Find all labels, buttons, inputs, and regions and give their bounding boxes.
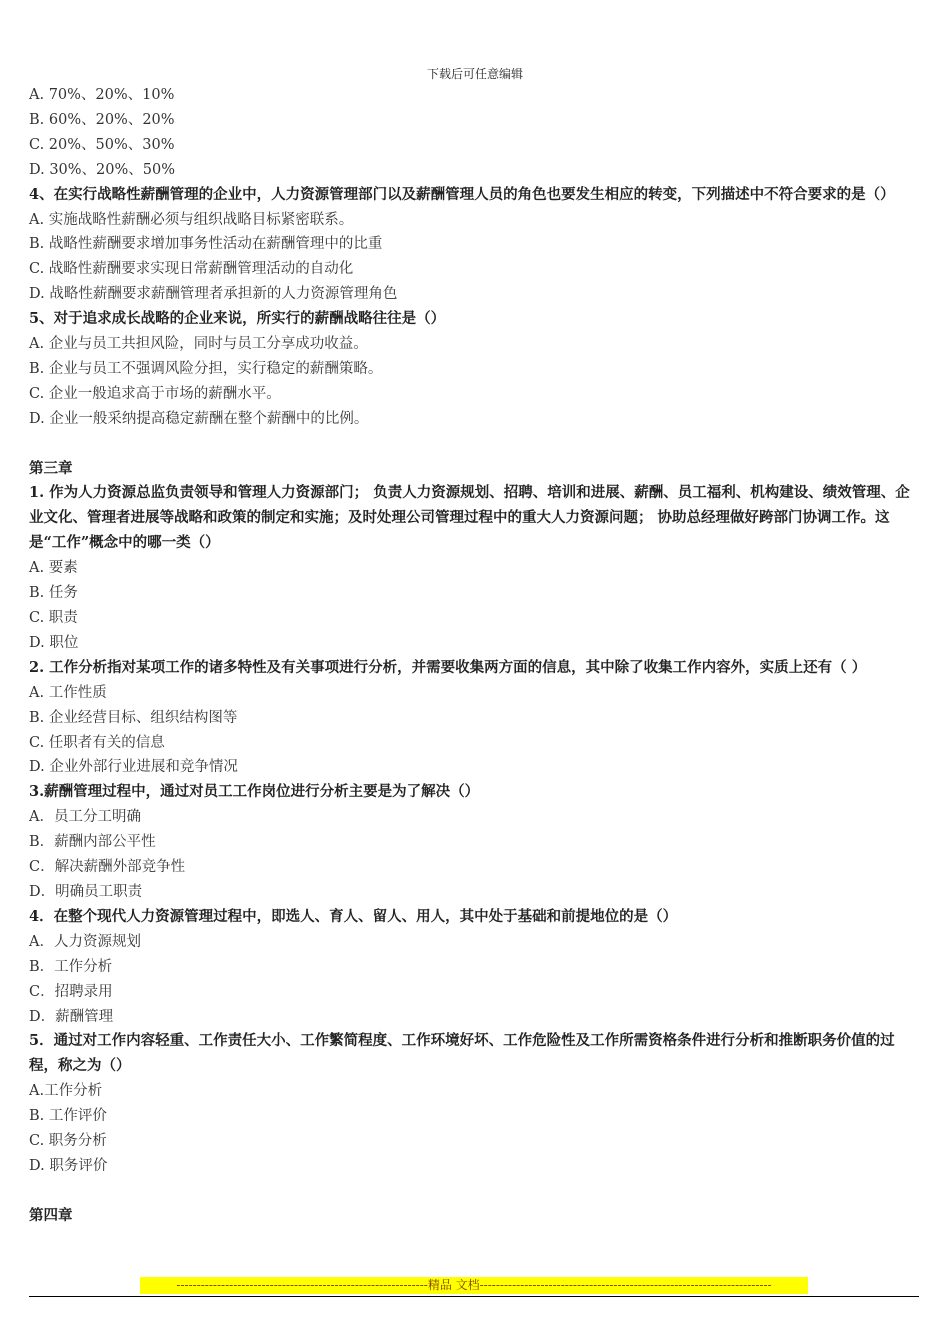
answer-option: D. 企业一般采纳提高稳定薪酬在整个薪酬中的比例。 [29,410,369,427]
question-text: 5．通过对工作内容轻重、工作责任大小、工作繁简程度、工作环境好坏、工作危险性及工作所需资格条件进行分析和推断职务价值的过程，称之为（） [29,1032,895,1075]
answer-option: D. 战略性薪酬要求薪酬管理者承担新的人力资源管理角色 [29,286,398,303]
answer-option: B．薪酬内部公平性 [29,834,156,851]
answer-option: B. 战略性薪酬要求增加事务性活动在薪酬管理中的比重 [29,236,383,253]
answer-option: C. 职务分析 [29,1133,107,1150]
question-text: 1. 作为人力资源总监负责领导和管理人力资源部门； 负责人力资源规划、招聘、培训和进展、薪酬、员工福利、机构建设、绩效管理、企业文化、管理者进展等战略和政策的制定和实施；及时处理公司管理过程中的重大人力资源问题； 协助总经理做好跨部门协调工作。这是“工作”概念中的哪一类（） [29,484,910,552]
answer-option: D．明确员工职责 [29,883,143,900]
blank-line [29,1179,919,1204]
answer-option: C. 战略性薪酬要求实现日常薪酬管理活动的自动化 [29,261,354,278]
answer-option: B. 60%、20%、20% [29,111,175,128]
answer-option: A. 工作性质 [29,684,107,701]
answer-option: A. 要素 [29,560,78,577]
page-footer-banner: --------------------------------------------------------------精品 文档------------------------------------------------------------------------ [140,1277,808,1294]
answer-option: D. 职位 [29,634,79,651]
answer-option: C．解决薪酬外部竞争性 [29,859,186,876]
answer-option: D. 企业外部行业进展和竞争情况 [29,759,238,776]
answer-option: C．招聘录用 [29,983,113,1000]
question-text: 3.薪酬管理过程中，通过对员工工作岗位进行分析主要是为了解决（） [29,783,480,801]
question-text: 2. 工作分析指对某项工作的诸多特性及有关事项进行分析，并需要收集两方面的信息，其中除了收集工作内容外，实质上还有（ ） [29,658,867,676]
answer-option: B．工作分析 [29,958,113,975]
answer-option: B. 企业与员工不强调风险分担，实行稳定的薪酬策略。 [29,360,383,377]
question-text: 5、对于追求成长战略的企业来说，所实行的薪酬战略往往是（） [29,310,446,328]
question-text: 4．在整个现代人力资源管理过程中，即选人、育人、留人、用人，其中处于基础和前提地位的是（） [29,907,678,925]
answer-option: D．薪酬管理 [29,1008,114,1025]
answer-option: C. 20%、50%、30% [29,136,175,153]
answer-option: D. 30%、20%、50% [29,161,176,178]
answer-option: D. 职务评价 [29,1157,108,1174]
document-body [29,83,919,1229]
answer-option: A. 企业与员工共担风险，同时与员工分享成功收益。 [29,336,368,353]
answer-option: C. 企业一般追求高于市场的薪酬水平。 [29,385,281,402]
blank-line [29,432,919,457]
answer-option: B. 工作评价 [29,1108,107,1125]
answer-option: B. 企业经营目标、组织结构图等 [29,709,238,726]
answer-option: C. 任职者有关的信息 [29,734,165,751]
answer-option: A．员工分工明确 [29,809,141,826]
question-text: 4、在实行战略性薪酬管理的企业中，人力资源管理部门以及薪酬管理人员的角色也要发生相应的转变，下列描述中不符合要求的是（） [29,185,895,203]
answer-option: C. 职责 [29,610,78,627]
answer-option: B. 任务 [29,585,78,602]
answer-option: A.工作分析 [29,1083,103,1100]
chapter-heading: 第四章 [29,1206,73,1224]
footer-rule [29,1296,919,1297]
chapter-heading: 第三章 [29,459,73,477]
answer-option: A. 70%、20%、10% [29,87,175,103]
page-header: 下载后可任意编辑 [426,67,523,81]
answer-option: A. 实施战略性薪酬必须与组织战略目标紧密联系。 [29,211,354,228]
answer-option: A．人力资源规划 [29,933,141,950]
